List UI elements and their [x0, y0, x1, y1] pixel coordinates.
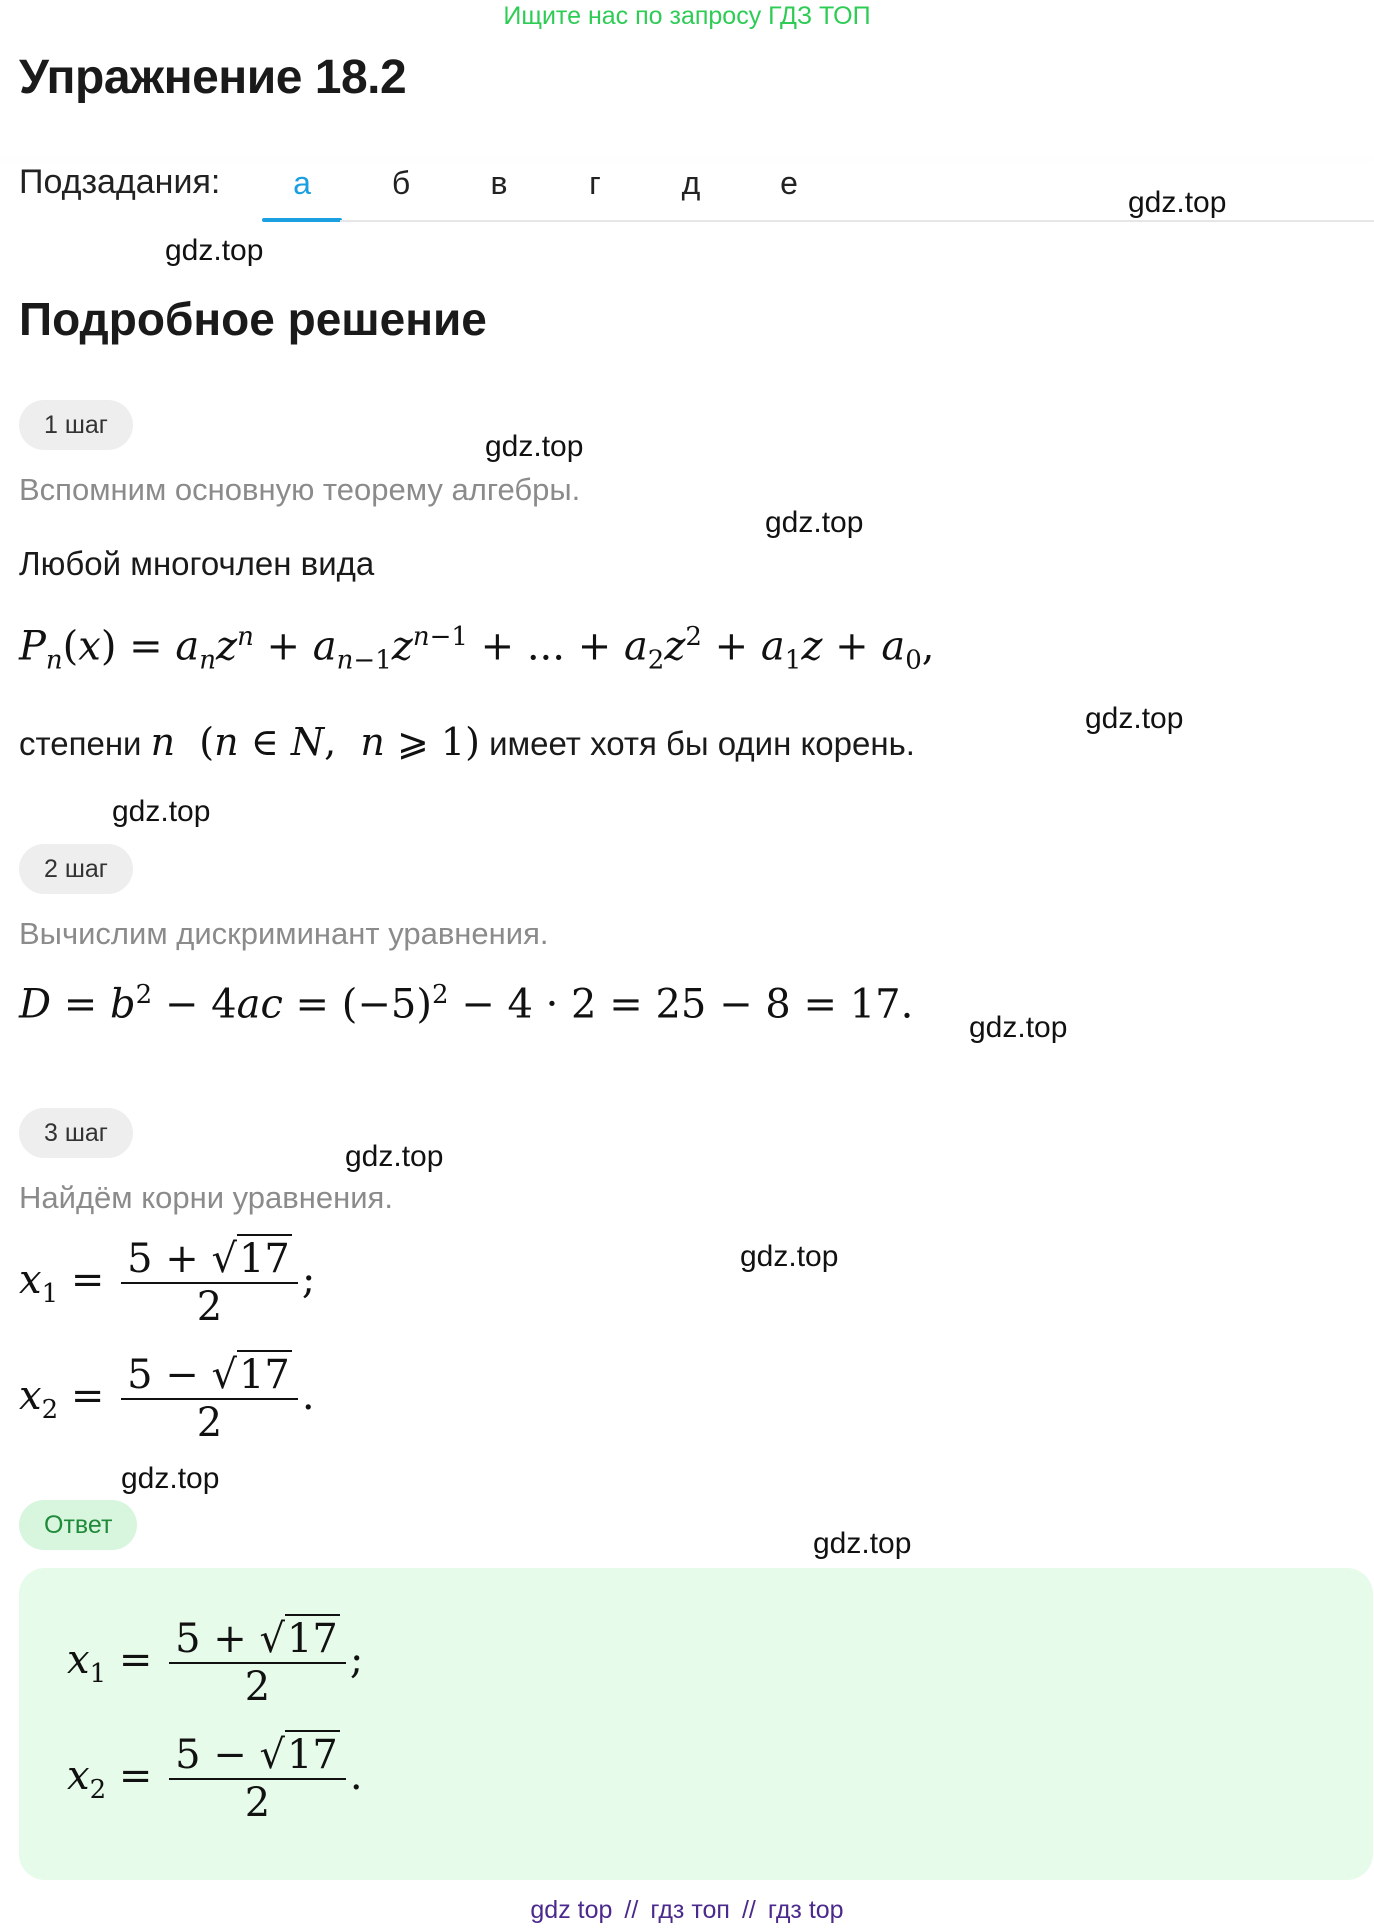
- watermark: gdz.top: [1128, 186, 1227, 219]
- watermark: gdz.top: [1085, 702, 1184, 735]
- tabs-divider: [340, 220, 1374, 222]
- watermark: gdz.top: [813, 1527, 912, 1560]
- watermark: gdz.top: [740, 1240, 839, 1273]
- active-tab-indicator: [262, 218, 342, 222]
- step-2-badge: 2 шаг: [19, 844, 133, 894]
- step-1-hint: Вспомним основную теорему алгебры.: [19, 472, 581, 507]
- tab-g[interactable]: г: [589, 165, 601, 201]
- tab-d[interactable]: д: [681, 165, 701, 201]
- degree-condition: n (n ∈ N, n ⩾ 1): [150, 720, 480, 764]
- watermark: gdz.top: [112, 795, 211, 828]
- page-title: Упражнение 18.2: [19, 51, 407, 104]
- footer: [0, 1896, 1374, 1925]
- tab-v[interactable]: в: [490, 165, 508, 201]
- discriminant-formula: $D = b^2 - 4ac = (-5)^2 - 4 \cdot 2 = 25 - 8 = 17$.: [19, 980, 914, 1028]
- step-3-badge: 3 шаг: [19, 1108, 133, 1158]
- tab-e[interactable]: е: [780, 165, 798, 201]
- answer-x1: $x_1$ = $\frac{5 + √17}{2}$ ;: [67, 1616, 364, 1710]
- footer-link-3[interactable]: гдз top: [767, 1896, 844, 1924]
- step-1-conclusion-suffix: имеет хотя бы один корень.: [489, 725, 915, 762]
- tab-b[interactable]: б: [391, 165, 411, 201]
- footer-link-1[interactable]: gdz top: [530, 1896, 613, 1924]
- step-3-hint: Найдём корни уравнения.: [19, 1180, 393, 1215]
- watermark: gdz.top: [765, 506, 864, 539]
- step-1-conclusion: [19, 720, 915, 764]
- watermark: gdz.top: [165, 234, 264, 267]
- polynomial-formula: $P_n(x) = a_nz^n + a_{n-1}z^{n-1}$ + ... + $a_2z^2 + a_1z + a_0$,: [19, 622, 935, 676]
- root-x2: $x_2$ = $\frac{5 - √17}{2}$ .: [19, 1352, 315, 1446]
- answer-x2: $x_2$ = $\frac{5 - √17}{2}$ .: [67, 1732, 363, 1826]
- step-1-conclusion-prefix: степени: [19, 725, 142, 762]
- top-banner: Ищите нас по запросу ГДЗ ТОП: [503, 2, 871, 30]
- step-1-badge: 1 шаг: [19, 400, 133, 450]
- footer-link-2[interactable]: гдз топ: [650, 1896, 730, 1924]
- watermark: gdz.top: [485, 430, 584, 463]
- step-2-hint: Вычислим дискриминант уравнения.: [19, 916, 549, 951]
- footer-separator: //: [624, 1896, 639, 1924]
- footer-separator: //: [741, 1896, 756, 1924]
- answer-box: [19, 1568, 1373, 1880]
- watermark: gdz.top: [345, 1140, 444, 1173]
- step-1-text: Любой многочлен вида: [19, 545, 375, 582]
- subtasks-label: Подзадания:: [19, 163, 221, 201]
- answer-badge: Ответ: [19, 1500, 137, 1550]
- watermark: gdz.top: [969, 1011, 1068, 1044]
- tab-a[interactable]: а: [293, 165, 311, 201]
- watermark: gdz.top: [121, 1462, 220, 1495]
- root-x1: $x_1$ = $\frac{5 + √17}{2}$ ;: [19, 1236, 316, 1330]
- solution-heading: Подробное решение: [19, 293, 487, 345]
